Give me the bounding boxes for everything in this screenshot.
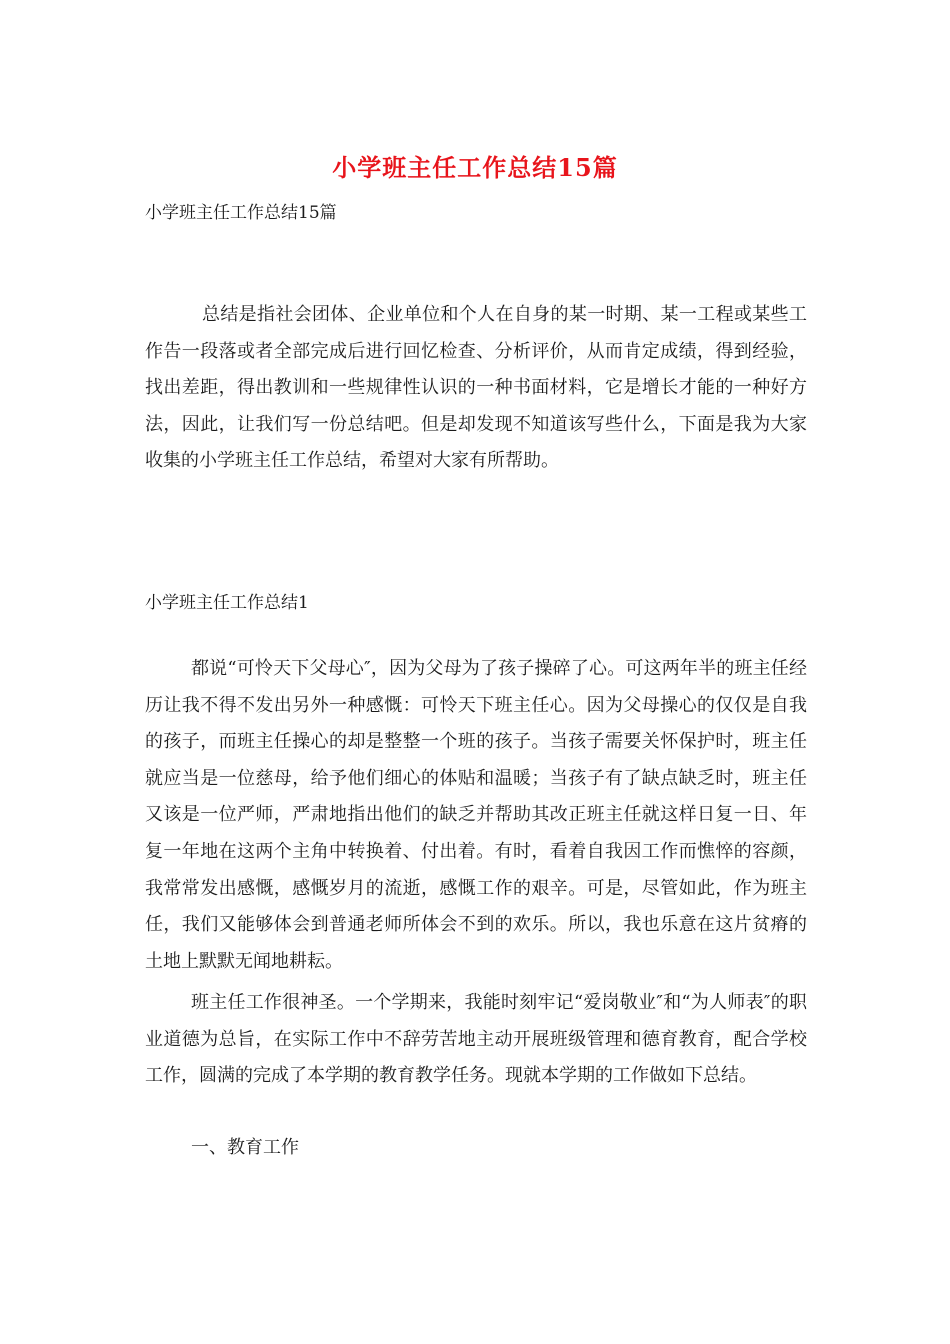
document-subtitle: 小学班主任工作总结15篇 — [145, 203, 337, 223]
body-paragraph-1: 都说“可怜天下父母心″，因为父母为了孩子操碎了心。可这两年半的班主任经历让我不得不发出另外一种感慨：可怜天下班主任心。因为父母操心的仅仅是自我的孩子，而班主任操心的却是整整一个班的孩子。当孩子需要关怀保护时，班主任就应当是一位慈母，给予他们细心的体贴和温暖；当孩子有了缺点缺乏时，班主任又该是一位严师，严肃地指出他们的缺乏并帮助其改正班主任就这样日复一日、年复一年地在这两个主角中转换着、付出着。有时，看着自我因工作而憔悴的容颜，我常常发出感慨，感慨岁月的流逝，感慨工作的艰辛。可是，尽管如此，作为班主任，我们又能够体会到普通老师所体会不到的欢乐。所以，我也乐意在这片贫瘠的土地上默默无闻地耕耘。 — [145, 658, 807, 972]
intro-paragraph: 总结是指社会团体、企业单位和个人在自身的某一时期、某一工程或某些工作告一段落或者全部完成后进行回忆检查、分析评价，从而肯定成绩，得到经验，找出差距，得出教训和一些规律性认识的一种书面材料，它是增长才能的一种好方法，因此，让我们写一份总结吧。但是却发现不知道该写些什么，下面是我为大家收集的小学班主任工作总结，希望对大家有所帮助。 — [145, 304, 807, 472]
section-heading: 小学班主任工作总结1 — [145, 593, 309, 613]
body-paragraph-2: 班主任工作很神圣。一个学期来，我能时刻牢记“爱岗敬业″和“为人师表″的职业道德为总旨，在实际工作中不辞劳苦地主动开展班级管理和德育教育，配合学校工作，圆满的完成了本学期的教育教学任务。现就本学期的工作做如下总结。 — [145, 992, 807, 1087]
document-title: 小学班主任工作总结15篇 — [332, 153, 618, 182]
subsection-heading: 一、教育工作 — [191, 1137, 299, 1158]
